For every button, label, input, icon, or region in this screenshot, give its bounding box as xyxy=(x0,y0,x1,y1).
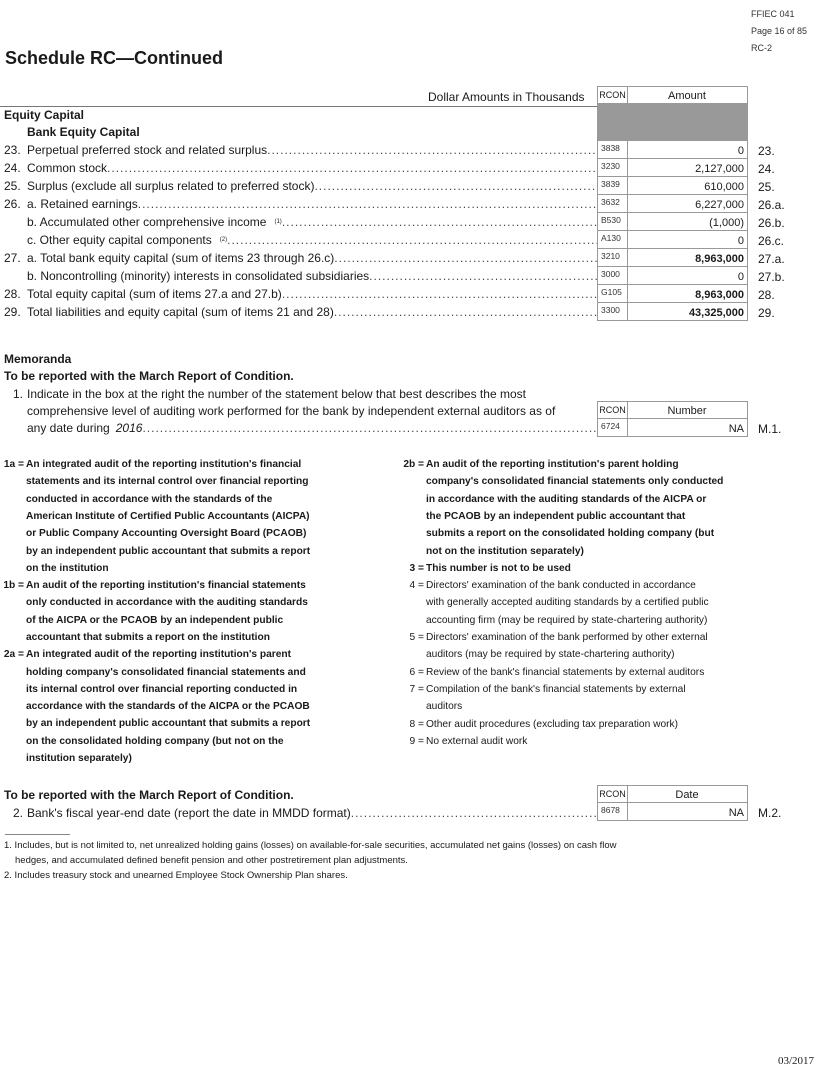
form-identifier xyxy=(751,6,807,57)
m2-label: Bank's fiscal year-end date (report the date in MMDD format) xyxy=(27,806,351,820)
option-text-line: This number is not to be used xyxy=(426,562,571,574)
option-text-line: only conducted in accordance with the auditing standards xyxy=(26,597,308,609)
option-key: 1b = xyxy=(3,580,24,592)
section-bank-equity-capital: Bank Equity Capital xyxy=(27,125,140,139)
m1-text-line1: Indicate in the box at the right the number of the statement below that best describes the most xyxy=(27,387,526,401)
option-key: 4 = xyxy=(409,580,424,592)
item-label: b. Noncontrolling (minority) interests in consolidated subsidiaries xyxy=(27,269,370,283)
memoranda-subtitle-2: To be reported with the March Report of Condition. xyxy=(4,788,294,802)
revision-date: 03/2017 xyxy=(778,1055,815,1067)
rcon-code: 3300 xyxy=(597,303,628,321)
option-text-line: American Institute of Certified Public Accountants (AICPA) xyxy=(26,510,310,522)
option-text-line: of the AICPA or the PCAOB by an independent public xyxy=(26,614,284,626)
option-key: 2b = xyxy=(403,459,424,470)
item-number: 27. xyxy=(4,251,21,265)
option-text-line: accounting firm (may be required by state-chartering authority) xyxy=(426,614,708,626)
rcon-code: G105 xyxy=(597,285,628,303)
footnote-ref: (2) xyxy=(219,237,228,243)
option-text-line: auditors (may be required by state-chartering authority) xyxy=(426,649,675,661)
item-label: Total equity capital (sum of items 27.a and 27.b) xyxy=(27,287,282,301)
item-number: 23. xyxy=(4,143,21,157)
m2-rcon-header: RCON xyxy=(597,785,628,803)
footnote-ref: (1) xyxy=(274,219,282,225)
audit-option xyxy=(398,577,798,629)
option-text-line: institution separately) xyxy=(26,753,132,765)
item-label: Total liabilities and equity capital (sum of items 21 and 28) xyxy=(27,305,334,319)
item-ref: 23. xyxy=(758,144,775,158)
item-label: Perpetual preferred stock and related surplus xyxy=(27,143,268,157)
item-ref: 29. xyxy=(758,306,775,320)
line-item-row xyxy=(4,160,597,177)
option-text-line: auditors xyxy=(426,701,463,713)
line-item-row xyxy=(4,286,597,303)
item-ref: 26.c. xyxy=(758,234,785,248)
line-item-row xyxy=(4,232,597,249)
form-number: FFIEC 041 xyxy=(751,9,795,19)
amount-column-header: Amount xyxy=(627,86,748,104)
option-text-line: An audit of the reporting institution's parent holding xyxy=(426,459,679,470)
item-label: Surplus (exclude all surplus related to preferred stock) xyxy=(27,179,315,193)
item-number xyxy=(4,232,27,249)
schedule-code: RC-2 xyxy=(751,43,773,53)
option-key: 2a = xyxy=(3,649,24,661)
line-item-row xyxy=(4,214,597,231)
option-text-line: Directors' examination of the bank conducted in accordance xyxy=(426,580,696,592)
amount-field[interactable]: 0 xyxy=(627,141,748,159)
option-text-line: by an independent public accountant that submits a report xyxy=(26,545,311,557)
option-text-line: Directors' examination of the bank performed by other external xyxy=(426,632,708,643)
memoranda-title: Memoranda xyxy=(4,352,72,366)
option-text-line: An audit of the reporting institution's financial statements xyxy=(26,580,306,592)
option-text-line: An integrated audit of the reporting institution's parent xyxy=(26,649,292,661)
rcon-code: B530 xyxy=(597,213,628,231)
item-label: b. Accumulated other comprehensive income xyxy=(27,215,267,229)
m1-text-line3: any date during 2016 ..... xyxy=(27,420,597,437)
audit-option xyxy=(398,681,798,716)
option-key: 5 = xyxy=(409,632,424,643)
m2-rcon-code: 8678 xyxy=(597,803,628,821)
footnote-2: 2. Includes treasury stock and unearned Employee Stock Ownership Plan shares. xyxy=(4,870,348,881)
item-ref: 27.a. xyxy=(758,252,785,266)
item-ref: 26.a. xyxy=(758,198,785,212)
m1-ref: M.1. xyxy=(758,422,782,436)
option-text-line: company's consolidated financial statements only conducted xyxy=(426,476,724,488)
m1-number-header: Number xyxy=(627,401,748,419)
option-text-line: Compilation of the bank's financial statements by external xyxy=(426,683,686,695)
option-text-line: holding company's consolidated financial statements and xyxy=(26,666,306,678)
m2-ref: M.2. xyxy=(758,806,782,820)
item-number: 28. xyxy=(4,287,21,301)
rcon-code: 3838 xyxy=(597,141,628,159)
footnote-divider xyxy=(5,834,70,835)
item-number xyxy=(4,268,27,285)
m1-number-value[interactable]: NA xyxy=(627,419,748,437)
page-number: Page 16 of 85 xyxy=(751,26,808,36)
option-text-line: No external audit work xyxy=(426,735,528,747)
option-text-line: submits a report on the consolidated holding company (but xyxy=(426,528,715,540)
option-key: 1a = xyxy=(3,459,24,470)
option-text-line: accordance with the standards of the AICPA or the PCAOB xyxy=(26,701,310,713)
item-label: a. Total bank equity capital (sum of items 23 through 26.c) xyxy=(27,251,335,265)
option-text-line: An integrated audit of the reporting institution's financial xyxy=(26,459,302,470)
m1-text-line2: comprehensive level of auditing work performed for the bank by independent external auditors as of xyxy=(27,404,556,418)
option-key: 3 = xyxy=(409,562,424,574)
amount-field[interactable]: 6,227,000 xyxy=(627,195,748,213)
option-text-line: by an independent public accountant that submits a report xyxy=(26,718,311,730)
m2-date-header: Date xyxy=(627,785,748,803)
audit-option xyxy=(0,577,398,646)
option-text-line: in accordance with the auditing standards of the AICPA or xyxy=(426,493,707,505)
item-ref: 26.b. xyxy=(758,216,785,230)
item-number: 24. xyxy=(4,161,21,175)
line-item-row xyxy=(4,178,597,195)
item-ref: 24. xyxy=(758,162,775,176)
line-item-row xyxy=(4,142,597,159)
rcon-code: A130 xyxy=(597,231,628,249)
memoranda-subtitle: To be reported with the March Report of Condition. xyxy=(4,369,294,383)
rcon-code: 3230 xyxy=(597,159,628,177)
rcon-code: 3632 xyxy=(597,195,628,213)
option-text-line: the PCAOB by an independent public accountant that xyxy=(426,510,686,522)
item-ref: 28. xyxy=(758,288,775,302)
option-text-line: not on the institution separately) xyxy=(426,545,584,557)
item-number xyxy=(4,214,27,231)
audit-option xyxy=(398,456,798,560)
option-text-line: conducted in accordance with the standards of the xyxy=(26,493,273,505)
rcon-code: 3839 xyxy=(597,177,628,195)
option-text-line: Review of the bank's financial statements by external auditors xyxy=(426,666,705,678)
audit-option xyxy=(398,733,798,750)
m2-row: 2. Bank's fiscal year-end date (report the date in MMDD format) ..... xyxy=(13,805,597,822)
rcon-code: 3210 xyxy=(597,249,628,267)
amount-field[interactable]: 2,127,000 xyxy=(627,159,748,177)
option-text-line: Other audit procedures (excluding tax preparation work) xyxy=(426,718,678,730)
option-text-line: or Public Company Accounting Oversight Board (PCAOB) xyxy=(26,528,307,540)
audit-option xyxy=(0,456,398,577)
item-label: Common stock xyxy=(27,161,108,175)
option-key: 8 = xyxy=(409,718,424,730)
item-ref: 27.b. xyxy=(758,270,785,284)
option-text-line: with generally accepted auditing standards by a certified public xyxy=(426,597,709,609)
rcon-code: 3000 xyxy=(597,267,628,285)
line-item-row xyxy=(4,196,597,213)
section-equity-capital: Equity Capital xyxy=(4,108,85,122)
units-label: Dollar Amounts in Thousands xyxy=(428,90,585,104)
amount-field[interactable]: 8,963,000 xyxy=(627,285,748,303)
option-text-line: its internal control over financial reporting conducted in xyxy=(26,683,298,695)
option-key: 9 = xyxy=(409,735,424,747)
audit-option xyxy=(398,560,798,577)
m1-year: 2016 xyxy=(115,421,143,435)
audit-option xyxy=(398,716,798,733)
option-key: 6 = xyxy=(409,666,424,678)
option-text-line: accountant that submits a report on the institution xyxy=(26,631,270,643)
option-key: 7 = xyxy=(409,683,424,695)
amount-field[interactable]: 8,963,000 xyxy=(627,249,748,267)
rcon-column-header: RCON xyxy=(597,86,628,104)
option-text-line: statements and its internal control over financial reporting xyxy=(26,476,309,488)
line-item-row xyxy=(4,304,597,321)
amount-field[interactable]: 0 xyxy=(627,231,748,249)
item-number: 25. xyxy=(4,179,21,193)
footnote-1: 1. Includes, but is not limited to, net unrealized holding gains (losses) on available-for-sale securities, accumulated net gains (losses) on cash flow hedges, and accumulated defined benefit pension and other postretirement plan adjustments. xyxy=(4,840,617,866)
m1-rcon-header: RCON xyxy=(597,401,628,419)
audit-option xyxy=(398,664,798,681)
item-label: c. Other equity capital components xyxy=(27,233,212,247)
amount-field[interactable]: 43,325,000 xyxy=(627,303,748,321)
amount-field[interactable]: 0 xyxy=(627,267,748,285)
item-number: 29. xyxy=(4,305,21,319)
page-title: Schedule RC—Continued xyxy=(5,48,224,68)
line-item-row xyxy=(4,268,597,285)
m1-number: 1. xyxy=(13,387,24,401)
m1-rcon-code: 6724 xyxy=(597,419,628,437)
amount-field[interactable]: 610,000 xyxy=(627,177,748,195)
amount-field[interactable]: (1,000) xyxy=(627,213,748,231)
shaded-cell xyxy=(597,104,748,141)
item-number: 26. xyxy=(4,197,21,211)
option-text-line: on the institution xyxy=(26,562,109,574)
line-item-row xyxy=(4,250,597,267)
item-ref: 25. xyxy=(758,180,775,194)
divider xyxy=(0,106,598,107)
audit-option xyxy=(398,629,798,664)
option-text-line: on the consolidated holding company (but not on the xyxy=(26,735,284,747)
audit-option xyxy=(0,646,398,767)
item-label: a. Retained earnings xyxy=(27,197,138,211)
m2-date-value[interactable]: NA xyxy=(627,803,748,821)
